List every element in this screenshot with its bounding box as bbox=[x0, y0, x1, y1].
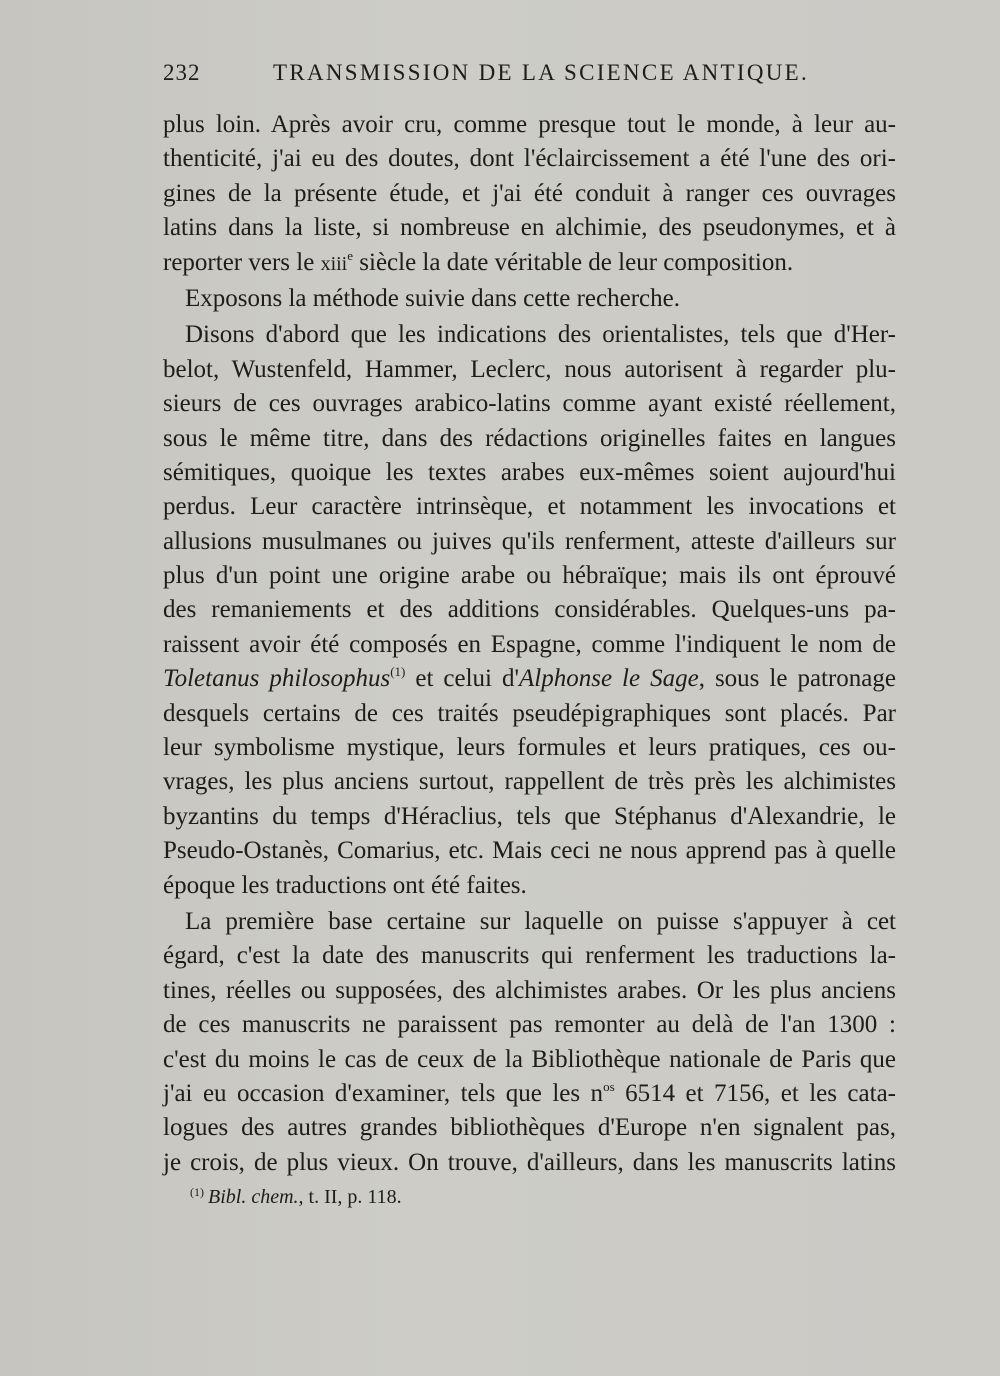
text-line: Pseudo-Ostanès, Comarius, etc. Mais ceci ne nous apprend pas à quelle bbox=[163, 837, 896, 865]
running-title: TRANSMISSION DE LA SCIENCE ANTIQUE. bbox=[273, 60, 810, 85]
text-line: Exposons la méthode suivie dans cette recherche. bbox=[185, 284, 680, 312]
roman-century: xiii bbox=[320, 252, 348, 275]
footnote-source: Bibl. chem. bbox=[208, 1186, 299, 1208]
footnote-text: , t. II, p. 118. bbox=[298, 1186, 402, 1208]
text-run: 6514 et 7156, et les cata- bbox=[614, 1079, 896, 1107]
text-line: belot, Wustenfeld, Hammer, Leclerc, nous autorisent à regarder plu- bbox=[163, 355, 896, 383]
text-run: , sous le patronage bbox=[698, 665, 896, 693]
text-line: allusions musulmanes ou juives qu'ils renferment, atteste d'ailleurs sur bbox=[163, 527, 896, 555]
footnote-reference: (1) bbox=[390, 664, 406, 680]
text-run: j'ai eu occasion d'examiner, tels que les n bbox=[163, 1079, 604, 1107]
text-run: reporter vers le bbox=[163, 248, 321, 276]
text-line: perdus. Leur caractère intrinsèque, et notamment les invocations et bbox=[163, 493, 896, 521]
text-line: je crois, de plus vieux. On trouve, d'ailleurs, dans les manuscrits latins bbox=[163, 1148, 896, 1176]
text-line: byzantins du temps d'Héraclius, tels que Stéphanus d'Alexandrie, le bbox=[163, 802, 896, 830]
text-line: raissent avoir été composés en Espagne, comme l'indiquent le nom de bbox=[163, 630, 896, 658]
text-run: et celui d' bbox=[405, 665, 519, 693]
text-line-with-superscript bbox=[163, 1077, 896, 1111]
text-line: La première base certaine sur laquelle on puisse s'appuyer à cet bbox=[185, 907, 896, 935]
text-line: logues des autres grandes bibliothèques d'Europe n'en signalent pas, bbox=[163, 1114, 896, 1142]
text-line: sémitiques, quoique les textes arabes eux-mêmes soient aujourd'hui bbox=[163, 458, 896, 486]
superscript: e bbox=[347, 247, 354, 263]
text-line: sieurs de ces ouvrages arabico-latins comme ayant existé réellement, bbox=[163, 390, 896, 418]
text-line: latins dans la liste, si nombreuse en alchimie, des pseudonymes, et à bbox=[163, 214, 896, 242]
text-line: c'est du moins le cas de ceux de la Bibliothèque nationale de Paris que bbox=[163, 1045, 896, 1073]
text-line: plus d'un point une origine arabe ou hébraïque; mais ils ont éprouvé bbox=[163, 562, 896, 590]
footnote bbox=[190, 1185, 402, 1209]
page-number: 232 bbox=[163, 60, 201, 85]
text-line: vrages, les plus anciens surtout, rappellent de très près les alchimistes bbox=[163, 768, 896, 796]
superscript: os bbox=[603, 1078, 615, 1094]
text-line: desquels certains de ces traités pseudépigraphiques sont placés. Par bbox=[163, 699, 896, 727]
page-header bbox=[163, 60, 898, 100]
text-line: tines, réelles ou supposées, des alchimistes arabes. Or les plus anciens bbox=[163, 976, 896, 1004]
text-line: égard, c'est la date des manuscrits qui renferment les traductions la- bbox=[163, 942, 896, 970]
footnote-mark: (1) bbox=[190, 1185, 204, 1199]
text-line: leur symbolisme mystique, leurs formules et leurs pratiques, ces ou- bbox=[163, 734, 896, 762]
text-run: siècle la date véritable de leur composition. bbox=[353, 248, 794, 276]
text-line: plus loin. Après avoir cru, comme presque tout le monde, à leur au- bbox=[163, 111, 896, 138]
text-line: des remaniements et des additions considérables. Quelques-uns pa- bbox=[163, 596, 896, 624]
text-line: de ces manuscrits ne paraissent pas remonter au delà de l'an 1300 : bbox=[163, 1011, 896, 1039]
text-line: sous le même titre, dans des rédactions originelles faites en langues bbox=[163, 424, 896, 452]
text-line-italic-names bbox=[163, 662, 896, 696]
body-text bbox=[163, 108, 896, 1180]
text-line: Disons d'abord que les indications des orientalistes, tels que d'Her- bbox=[185, 321, 896, 349]
italic-name: Alphonse le Sage bbox=[519, 665, 699, 693]
text-line: époque les traductions ont été faites. bbox=[163, 871, 527, 899]
text-line: gines de la présente étude, et j'ai été conduit à ranger ces ouvrages bbox=[163, 179, 896, 207]
italic-name: Toletanus philosophus bbox=[163, 665, 391, 693]
text-line-with-superscript bbox=[163, 246, 896, 280]
text-line: thenticité, j'ai eu des doutes, dont l'éclaircissement a été l'une des ori- bbox=[163, 145, 896, 173]
